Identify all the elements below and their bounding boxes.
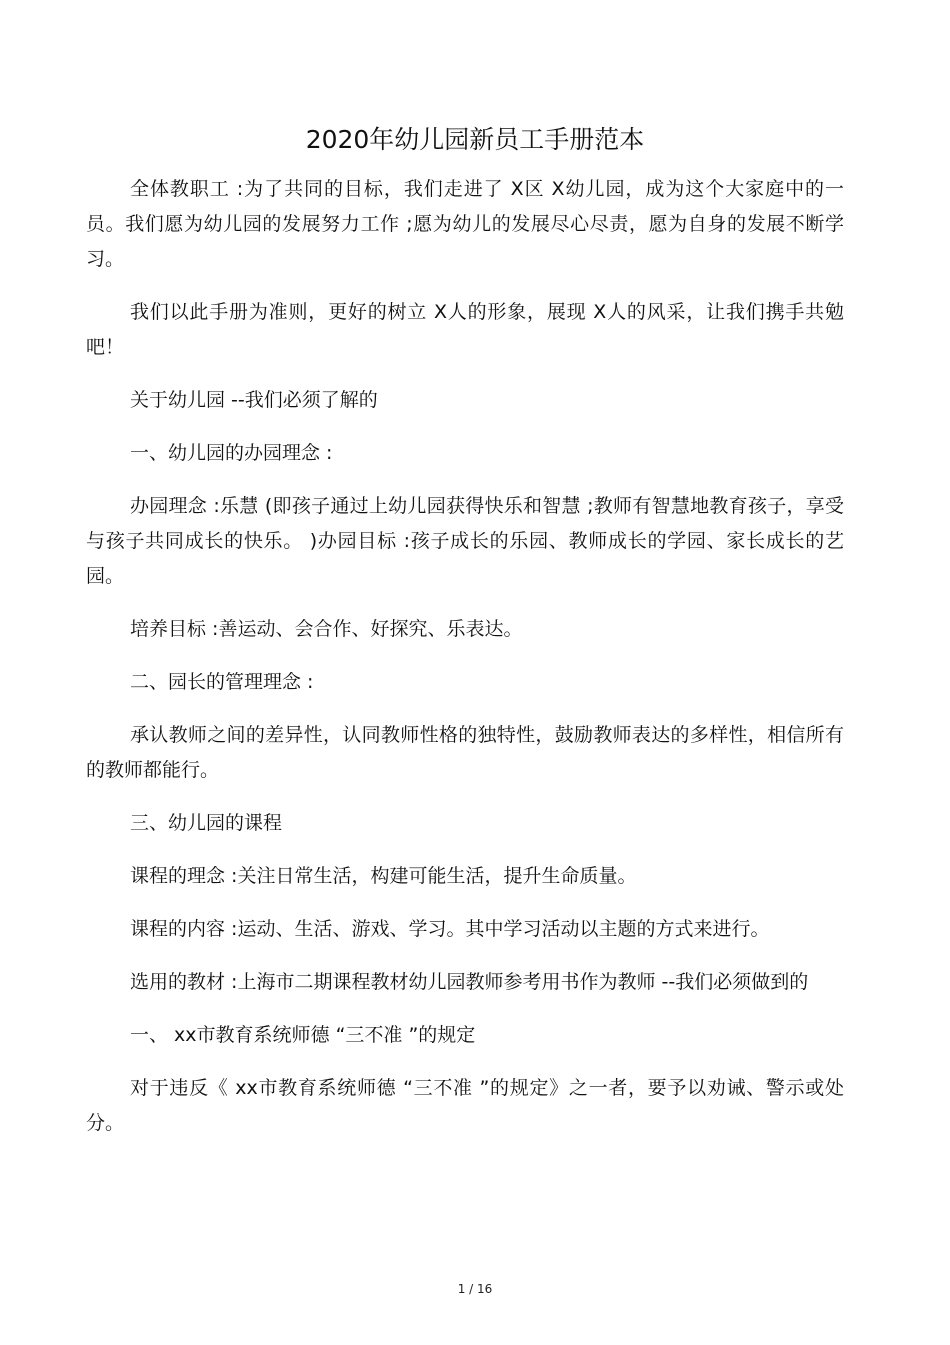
- section-heading-curriculum: 三、幼儿园的课程: [130, 812, 283, 834]
- paragraph-philosophy: 办园理念 :乐慧 (即孩子通过上幼儿园获得快乐和智慧 ;教师有智慧地教育孩子，享受与孩子共同成长的快乐。 )办园目标 :孩子成长的乐园、教师成长的学园、家长成长的艺园。: [86, 495, 844, 587]
- paragraph-training-goals: 培养目标 :善运动、会合作、好探究、乐表达。: [130, 618, 523, 640]
- section-heading-management: 二、园长的管理理念 :: [130, 671, 314, 693]
- paragraph-textbook: 选用的教材 :上海市二期课程教材幼儿园教师参考用书作为教师 --我们必须做到的: [130, 971, 809, 993]
- page-indicator: 1 / 16: [457, 1282, 493, 1296]
- paragraph-curriculum-content: 课程的内容 :运动、生活、游戏、学习。其中学习活动以主题的方式来进行。: [130, 918, 770, 940]
- section-heading-ethics: 一、 xx市教育系统师德 “三不准 ”的规定: [130, 1024, 476, 1046]
- document-body: [86, 172, 844, 1141]
- paragraph-ethics: 对于违反《 xx市教育系统师德 “三不准 ”的规定》之一者，要予以劝诫、警示或处分。: [86, 1077, 844, 1134]
- section-heading-about: 关于幼儿园 --我们必须了解的: [130, 389, 378, 411]
- paragraph-management: 承认教师之间的差异性，认同教师性格的独特性，鼓励教师表达的多样性，相信所有的教师都能行。: [86, 724, 844, 781]
- paragraph-manual-purpose: 我们以此手册为准则，更好的树立 X人的形象，展现 X人的风采，让我们携手共勉吧！: [86, 301, 844, 358]
- paragraph-curriculum-idea: 课程的理念 :关注日常生活，构建可能生活，提升生命质量。: [130, 865, 637, 887]
- document-title: 2020年幼儿园新员工手册范本: [305, 125, 645, 154]
- paragraph-intro: 全体教职工 :为了共同的目标，我们走进了 X区 X幼儿园，成为这个大家庭中的一员。我们愿为幼儿园的发展努力工作 ;愿为幼儿的发展尽心尽责，愿为自身的发展不断学习。: [86, 178, 844, 270]
- section-heading-philosophy: 一、幼儿园的办园理念 :: [130, 442, 333, 464]
